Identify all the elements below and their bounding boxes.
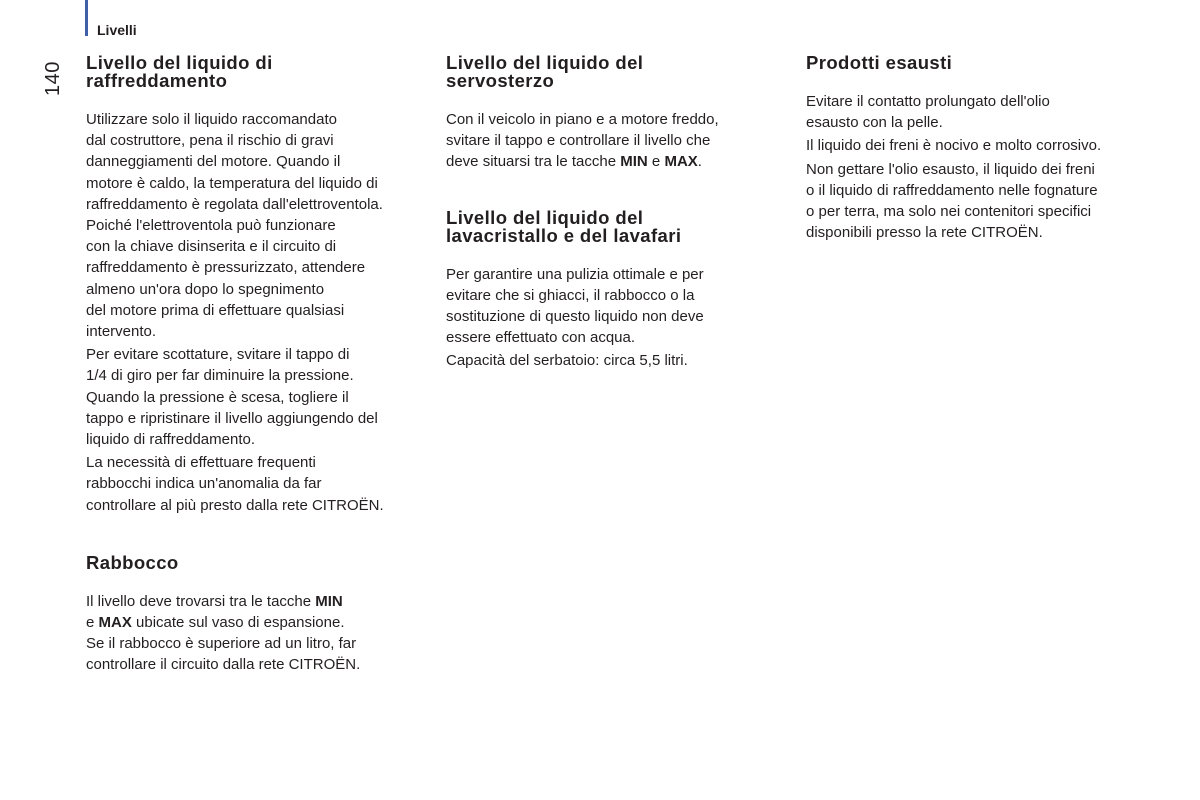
paragraph-coolant-anomaly: La necessità di effettuare frequenti rabbocchi indica un'anomalia da far controllare al più presto dalla rete CITROËN.: [86, 454, 384, 514]
heading-coolant-level: Livello del liquido di raffreddamento: [86, 52, 273, 91]
paragraph-washer-capacity: Capacità del serbatoio: circa 5,5 litri.: [446, 352, 688, 370]
paragraph-waste-skin: Evitare il contatto prolungato dell'olio esausto con la pelle.: [806, 93, 1050, 132]
section-header: Livelli: [97, 22, 137, 38]
heading-washer-level: Livello del liquido del lavacristallo e del lavafari: [446, 206, 682, 246]
heading-topping-up: Rabbocco: [86, 551, 179, 573]
column-cooling: [86, 54, 436, 676]
paragraph-power-steering: Con il veicolo in piano e a motore freddo, svitare il tappo e controllare il livello che deve situarsi tra le tacche MIN e MAX.: [446, 111, 719, 171]
paragraph-coolant-intro: Utilizzare solo il liquido raccomandato dal costruttore, pena il rischio di gravi danneggiamenti del motore. Quando il motore è caldo, la temperatura del liquido di raffreddamento è regolata dall'elettroventola. Poiché l'elettroventola può funzionare con la chiave disinserita e il circuito di raffreddamento è pressurizzato, attendere almeno un'ora dopo lo spegnimento del motore prima di effettuare qualsiasi intervento.: [86, 111, 383, 341]
column-steering-washer: [446, 54, 786, 372]
paragraph-coolant-burns: Per evitare scottature, svitare il tappo di 1/4 di giro per far diminuire la pressione. Quando la pressione è scesa, togliere il tappo e ripristinare il livello aggiungendo del liquido di raffreddamento.: [86, 346, 378, 449]
paragraph-brake-fluid: Il liquido dei freni è nocivo e molto corrosivo.: [806, 137, 1102, 155]
heading-power-steering-level: Livello del liquido del servosterzo: [446, 52, 644, 91]
paragraph-washer: Per garantire una pulizia ottimale e per evitare che si ghiacci, il rabbocco o la sostituzione di questo liquido non deve essere effettuato con acqua.: [446, 265, 704, 347]
page-number: 140: [42, 61, 64, 96]
paragraph-topping-up: Il livello deve trovarsi tra le tacche MIN e MAX ubicate sul vaso di espansione. Se il rabbocco è superiore ad un litro, far controllare il circuito dalla rete CITROËN.: [86, 592, 361, 674]
heading-waste-products: Prodotti esausti: [806, 52, 953, 73]
paragraph-waste-disposal: Non gettare l'olio esausto, il liquido dei freni o il liquido di raffreddamento nelle fognature o per terra, ma solo nei contenitori specifici disponibili presso la rete CITROËN.: [806, 160, 1098, 242]
column-waste-products: [806, 54, 1156, 243]
section-marker-bar: [85, 0, 88, 36]
